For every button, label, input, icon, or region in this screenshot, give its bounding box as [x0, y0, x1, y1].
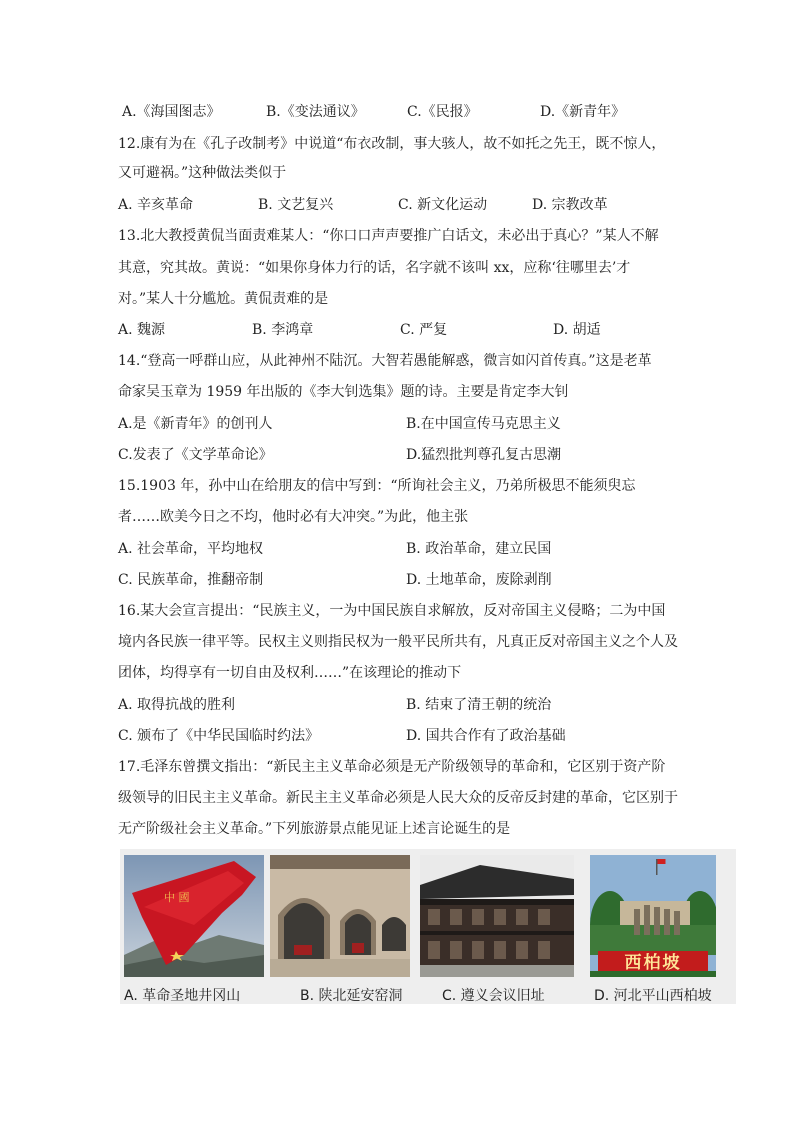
q13-option-c: C. 严复 [400, 322, 448, 338]
yan-an-cave-photo [270, 855, 410, 977]
q12-option-b: B. 文艺复兴 [258, 197, 334, 213]
q17-photo-strip [120, 849, 736, 1004]
q17-stem-line: 无产阶级社会主义革命。”下列旅游景点能见证上述言论诞生的是 [118, 821, 511, 837]
q12-option-a: A. 辛亥革命 [118, 197, 194, 213]
q13-option-a: A. 魏源 [118, 322, 166, 338]
q12-stem-line: 12.康有为在《孔子改制考》中说道“布衣改制，事大骇人，故不如托之先王，既不惊人， [118, 136, 666, 152]
q14-option-d: D.猛烈批判尊孔复古思潮 [406, 447, 562, 463]
svg-text:中 國: 中 國 [164, 891, 190, 904]
xibaipo-sign: 西柏坡 [624, 953, 682, 973]
q17-stem-line: 级领导的旧民主主义革命。新民主主义革命必须是人民大众的反帝反封建的革命，它区别于 [118, 790, 678, 806]
xibaipo-photo [590, 855, 716, 977]
q13-stem-line: 对。”某人十分尴尬。黄侃责难的是 [118, 291, 329, 307]
q11-option-b: B.《变法通议》 [266, 104, 365, 120]
q14-option-a: A.是《新青年》的创刊人 [118, 416, 273, 432]
q13-stem-line: 其意，究其故。黄说：“如果你身体力行的话，名字就不该叫 xx，应称‘往哪里去’才 [118, 260, 631, 276]
q16-option-d: D. 国共合作有了政治基础 [406, 728, 566, 744]
q13-option-b: B. 李鸿章 [252, 322, 314, 338]
q15-stem-line: 15.1903 年，孙中山在给朋友的信中写到：“所询社会主义，乃弟所极思不能须臾忘 [118, 478, 636, 494]
q14-stem-line: 14.“登高一呼群山应，从此神州不陆沉。大智若愚能解惑，微言如闪首传真。”这是老革 [118, 353, 652, 369]
q13-option-d: D. 胡适 [553, 322, 601, 338]
q17-stem-line: 17.毛泽东曾撰文指出：“新民主主义革命必须是无产阶级领导的革命和，它区别于资产阶 [118, 759, 666, 775]
q15-stem-line: 者……欧美今日之不均，他时必有大冲突。”为此，他主张 [118, 509, 469, 525]
q12-option-c: C. 新文化运动 [398, 197, 488, 213]
q14-stem-line: 命家吴玉章为 1959 年出版的《李大钊选集》题的诗。主要是肯定李大钊 [118, 384, 569, 400]
q13-stem-line: 13.北大教授黄侃当面责难某人：“你口口声声要推广白话文，未必出于真心？”某人不解 [118, 228, 659, 244]
q16-stem-line: 团体，均得享有一切自由及权利……”在该理论的推动下 [118, 665, 462, 681]
q17-photo-caption-d: D. 河北平山西柏坡 [594, 988, 712, 1004]
q11-option-c: C.《民报》 [407, 104, 478, 120]
q12-option-d: D. 宗教改革 [532, 197, 608, 213]
q17-photo-caption-a: A. 革命圣地井冈山 [124, 988, 241, 1004]
q16-stem-line: 16.某大会宣言提出：“民族主义，一为中国民族自求解放，反对帝国主义侵略；二为中国 [118, 603, 666, 619]
q16-stem-line: 境内各民族一律平等。民权主义则指民权为一般平民所共有，凡真正反对帝国主义之个人及 [118, 634, 678, 650]
q11-option-a: A.《海国图志》 [122, 104, 221, 120]
q12-stem-line: 又可避祸。”这种做法类似于 [118, 165, 287, 181]
q16-option-a: A. 取得抗战的胜利 [118, 697, 236, 713]
q14-option-c: C.发表了《文学革命论》 [118, 447, 273, 463]
q14-option-b: B.在中国宣传马克思主义 [406, 416, 561, 432]
q16-option-c: C. 颁布了《中华民国临时约法》 [118, 728, 320, 744]
q17-photo-caption-b: B. 陕北延安窑洞 [300, 988, 403, 1004]
q15-option-b: B. 政治革命，建立民国 [406, 541, 552, 557]
q11-option-d: D.《新青年》 [540, 104, 626, 120]
q15-option-d: D. 土地革命，废除剥削 [406, 572, 552, 588]
q15-option-c: C. 民族革命，推翻帝制 [118, 572, 264, 588]
red-flag-photo [124, 855, 264, 977]
q15-option-a: A. 社会革命，平均地权 [118, 541, 264, 557]
q17-photo-caption-c: C. 遵义会议旧址 [442, 988, 545, 1004]
zunyi-building-photo [420, 855, 574, 977]
q16-option-b: B. 结束了清王朝的统治 [406, 697, 552, 713]
